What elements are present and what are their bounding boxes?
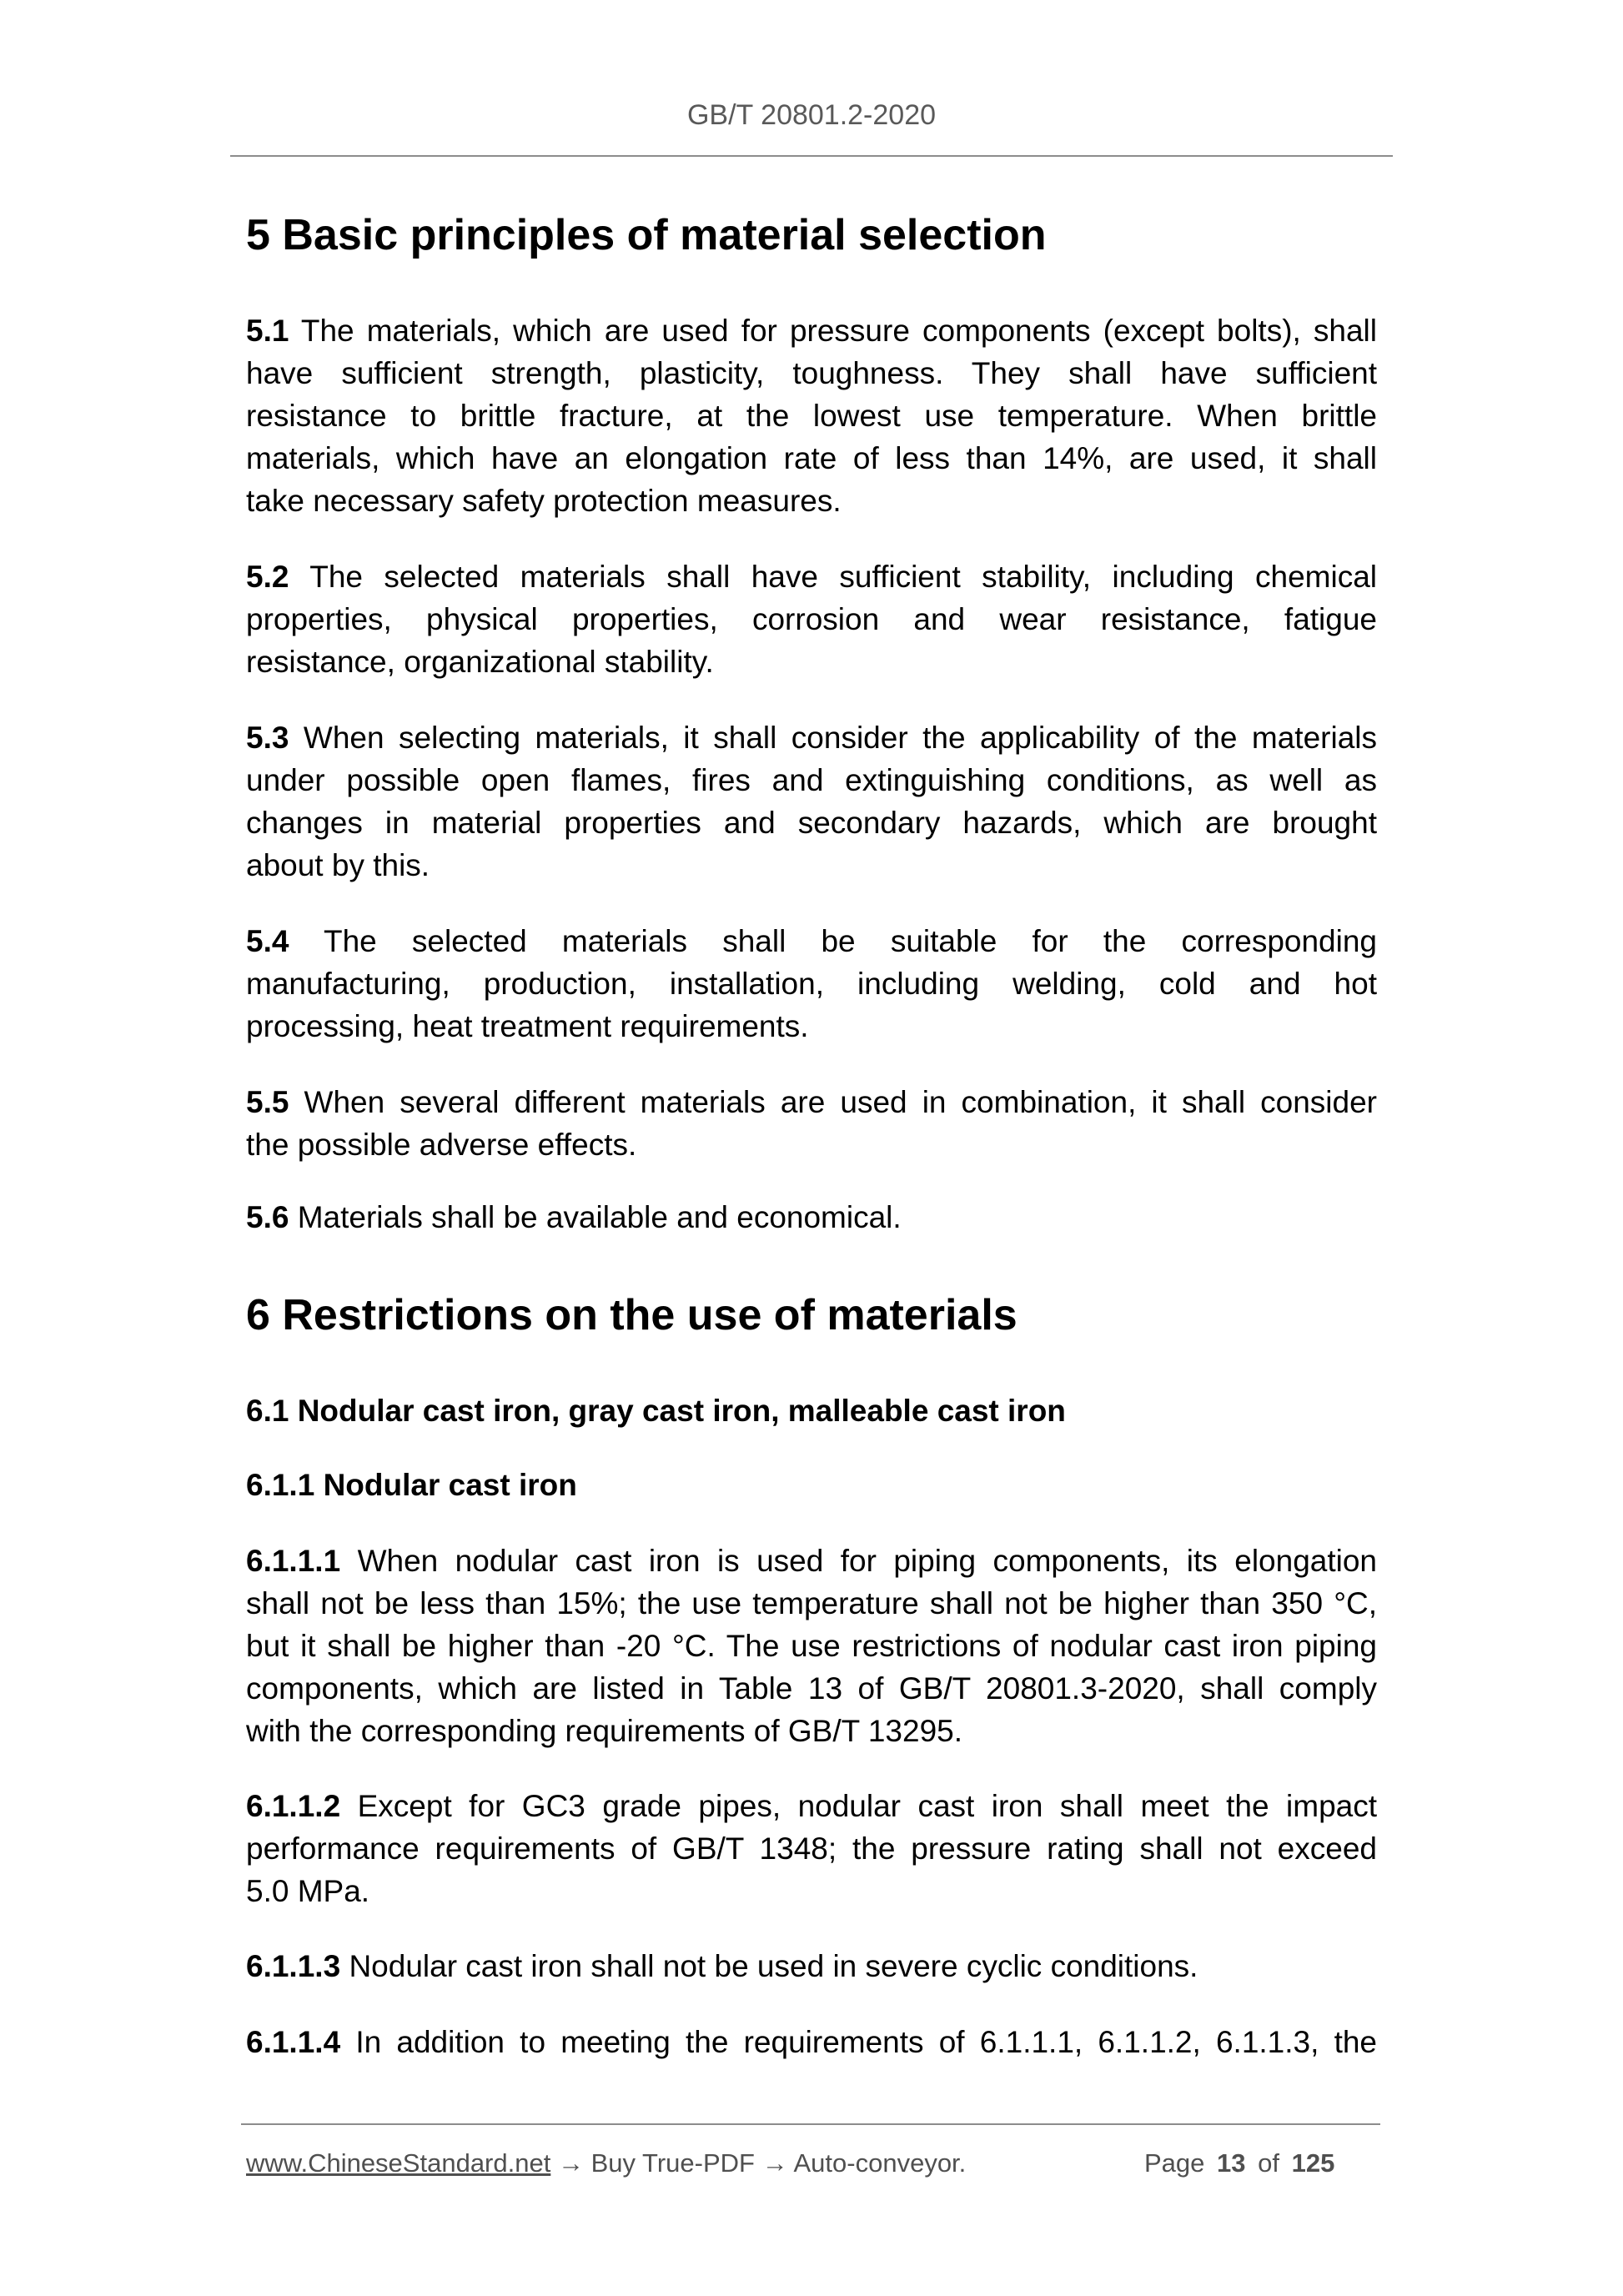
buy-pdf-text: Buy True-PDF: [590, 2148, 755, 2178]
clause-number: 5.2: [246, 560, 289, 594]
clause-line: 5.3 When selecting materials, it shall consider the applicability of the materials: [246, 721, 1377, 755]
header-divider: [230, 155, 1393, 157]
section-5-heading: 5 Basic principles of material selection: [246, 211, 1047, 259]
subsection-6-1-heading: 6.1 Nodular cast iron, gray cast iron, malleable cast iron: [246, 1394, 1066, 1428]
total-pages: 125: [1291, 2148, 1335, 2178]
footer-divider: [241, 2123, 1380, 2125]
page-number: [1144, 2147, 1334, 2180]
clause-line: materials, which have an elongation rate of less than 14%, are used, it shall: [246, 441, 1377, 475]
clause-line: 5.0 MPa.: [246, 1874, 370, 1908]
page-label: Page: [1144, 2148, 1205, 2178]
clause-line: 6.1.1.1 When nodular cast iron is used for piping components, its elongation: [246, 1544, 1378, 1578]
clause-number: 5.1: [246, 314, 289, 348]
clause-number: 6.1.1.1: [246, 1544, 341, 1578]
clause-line: but it shall be higher than -20 °C. The use restrictions of nodular cast iron piping: [246, 1629, 1377, 1663]
clause-line: resistance to brittle fracture, at the lowest use temperature. When brittle: [246, 399, 1377, 433]
clause-line: the possible adverse effects.: [246, 1128, 637, 1162]
clause-line: components, which are listed in Table 13 of GB/T 20801.3-2020, shall comply: [246, 1671, 1377, 1706]
clause-line: 5.2 The selected materials shall have sufficient stability, including chemical: [246, 560, 1377, 594]
clause-number: 5.4: [246, 924, 289, 958]
arrow-right-icon: →: [761, 2148, 788, 2178]
current-page: 13: [1217, 2148, 1246, 2178]
clause-number: 6.1.1.4: [246, 2025, 341, 2059]
clause-line: performance requirements of GB/T 1348; the pressure rating shall not exceed: [246, 1831, 1377, 1866]
clause-line: changes in material properties and secondary hazards, which are brought: [246, 806, 1377, 840]
clause-number: 6.1.1.3: [246, 1949, 341, 1983]
of-label: of: [1258, 2148, 1279, 2178]
clause-line: 5.1 The materials, which are used for pressure components (except bolts), shall: [246, 314, 1377, 348]
clause-line: 6.1.1.3 Nodular cast iron shall not be used in severe cyclic conditions.: [246, 1949, 1198, 1983]
clause-line: manufacturing, production, installation, including welding, cold and hot: [246, 967, 1377, 1001]
clause-line: 5.5 When several different materials are used in combination, it shall consider: [246, 1085, 1378, 1119]
clause-number: 5.3: [246, 721, 289, 755]
subsection-6-1-1-heading: 6.1.1 Nodular cast iron: [246, 1468, 577, 1502]
clause-line: have sufficient strength, plasticity, toughness. They shall have sufficient: [246, 356, 1377, 390]
section-6-heading: 6 Restrictions on the use of materials: [246, 1291, 1018, 1339]
clause-line: 5.6 Materials shall be available and economical.: [246, 1200, 902, 1234]
clause-line: with the corresponding requirements of GB/T 13295.: [246, 1714, 963, 1748]
clause-line: shall not be less than 15%; the use temperature shall not be higher than 350 °C,: [246, 1586, 1377, 1620]
clause-number: 5.5: [246, 1085, 289, 1119]
clause-line: take necessary safety protection measures.: [246, 484, 842, 518]
clause-line: 6.1.1.2 Except for GC3 grade pipes, nodular cast iron shall meet the impact: [246, 1789, 1378, 1823]
clause-number: 5.6: [246, 1200, 289, 1234]
document-id-header: GB/T 20801.2-2020: [686, 99, 937, 131]
website-link[interactable]: www.ChineseStandard.net: [246, 2148, 551, 2178]
clause-line: resistance, organizational stability.: [246, 645, 714, 679]
clause-line: 6.1.1.4 In addition to meeting the requirements of 6.1.1.1, 6.1.1.2, 6.1.1.3, the: [246, 2025, 1378, 2059]
clause-line: 5.4 The selected materials shall be suitable for the corresponding: [246, 924, 1377, 958]
clause-line: properties, physical properties, corrosion and wear resistance, fatigue: [246, 602, 1377, 636]
auto-conveyor-text: Auto-conveyor.: [793, 2148, 967, 2178]
footer-promo: [246, 2147, 966, 2180]
clause-number: 6.1.1.2: [246, 1789, 341, 1823]
clause-line: under possible open flames, fires and extinguishing conditions, as well as: [246, 763, 1377, 797]
clause-line: processing, heat treatment requirements.: [246, 1009, 809, 1043]
clause-line: about by this.: [246, 848, 430, 882]
arrow-right-icon: →: [557, 2148, 584, 2178]
